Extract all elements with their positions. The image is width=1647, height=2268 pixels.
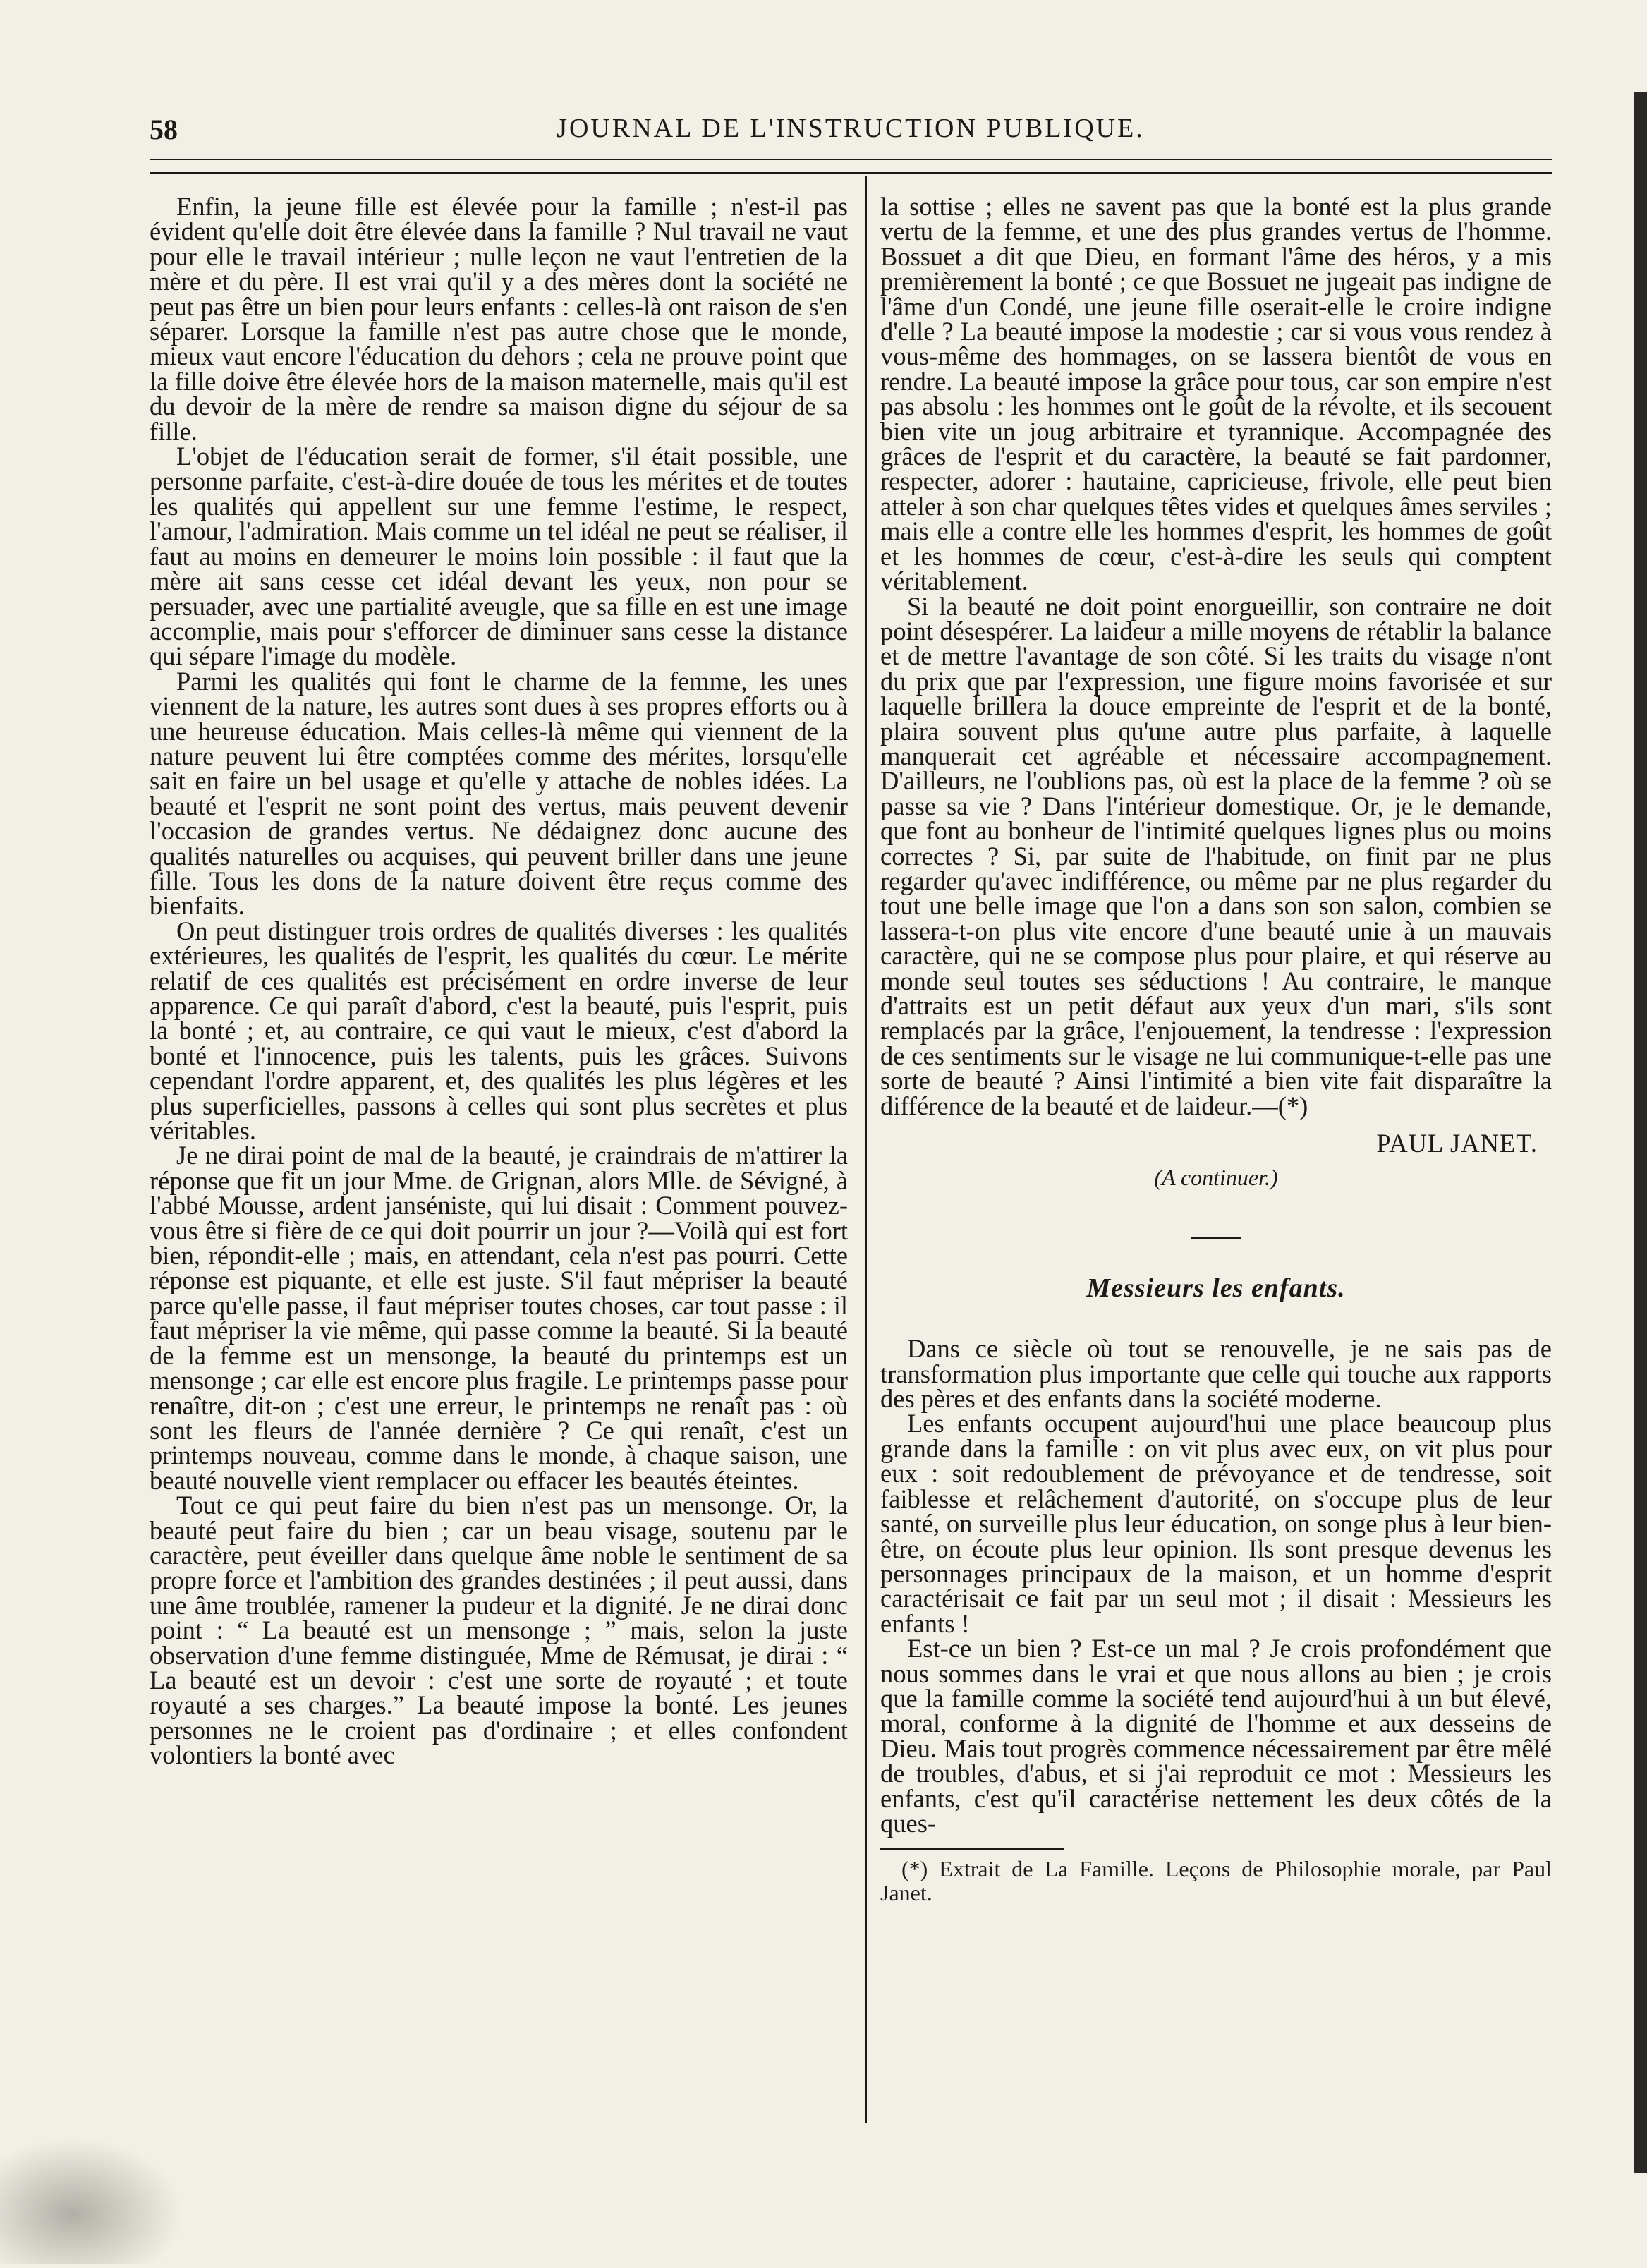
- paragraph: L'objet de l'éducation serait de former, s'il était possible, une personne parfaite, c'est-à-dire douée de tous les mérites et de toutes les qualités qui appellent sur une femme l'estime, le respect, l'amour, l'admiration. Mais comme un tel idéal ne peut se réaliser, il faut au moins en demeurer le moins loin possible : il faut que la mère ait sans cesse cet idéal devant les yeux, non pour se persuader, avec une partialité aveugle, que sa fille en est une image accomplie, mais pour s'efforcer de diminuer sans cesse la distance qui sépare l'image du modèle.: [150, 442, 848, 671]
- paragraph: Enfin, la jeune fille est élevée pour la famille ; n'est-il pas évident qu'elle doit être élevée dans la famille ? Nul travail ne vaut pour elle le travail intérieur ; nulle leçon ne vaut l'entretien de la mère et du père. Il est vrai qu'il y a des mères dont la société ne peut pas être un bien pour leurs enfants : celles-là ont raison de s'en séparer. Lorsque la famille n'est pas autre chose que le monde, mieux vaut encore l'éducation du dehors ; cela ne prouve point que la fille doive être élevée hors de la maison maternelle, mais qu'il est du devoir de la mère de rendre sa maison digne du séjour de sa fille.: [150, 192, 848, 446]
- paragraph: On peut distinguer trois ordres de qualités diverses : les qualités extérieures, les qualités de l'esprit, les qualités du cœur. Le mérite relatif de ces qualités est précisément en ordre inverse de leur apparence. Ce qui paraît d'abord, c'est la beauté, puis l'esprit, puis la bonté ; et, au contraire, ce qui vaut le mieux, c'est d'abord la bonté et l'innocence, puis les talents, puis les grâces. Suivons cependant l'ordre apparent, et, des qualités les plus légères et les plus superficielles, passons à celles qui sont plus secrètes et plus véritables.: [150, 916, 848, 1146]
- author-signature: PAUL JANET.: [1376, 1129, 1538, 1158]
- paragraph: Dans ce siècle où tout se renouvelle, je ne sais pas de transformation plus importante que celle qui touche aux rapports des pères et des enfants dans la société moderne.: [880, 1334, 1552, 1414]
- column-divider: [865, 176, 867, 2123]
- header-rule: [150, 159, 1552, 174]
- continuation-note: (A continuer.): [1154, 1165, 1278, 1191]
- paragraph: Tout ce qui peut faire du bien n'est pas un mensonge. Or, la beauté peut faire du bien ; car un beau visage, soutenu par le caractère, peut éveiller dans quelque âme noble le sentiment de sa propre force et l'ambition des grandes destinées ; il peut aussi, dans une âme troublée, ramener la pudeur et la dignité. Je ne dirai donc point : “ La beauté est un mensonge ; ” mais, selon la juste observation d'une femme distinguée, Mme de Rémusat, je dirai : “ La beauté est un devoir : c'est une sorte de royauté ; et toute royauté a ses charges.” La beauté impose la bonté. Les jeunes personnes ne le croient pas d'ordinaire ; et elles confondent volontiers la bonté avec: [150, 1491, 848, 1770]
- page-number: 58: [150, 114, 178, 145]
- paragraph: Les enfants occupent aujourd'hui une place beaucoup plus grande dans la famille : on vit plus avec eux, on vit plus pour eux : soit redoublement de prévoyance et de tendresse, soit faiblesse et relâchement d'autorité, on s'occupe plus de leur santé, on surveille plus leur éducation, on songe plus à leur bien-être, on écoute plus leur opinion. Ils sont presque devenus les personnages principaux de la maison, et un homme d'esprit caractérisait ce fait par un seul mot ; il disait : Messieurs les enfants !: [880, 1409, 1552, 1638]
- page-edge-mark: [1634, 92, 1647, 2173]
- paper-damage-smudge: [0, 2137, 183, 2264]
- paragraph-continued: la sottise ; elles ne savent pas que la bonté est la plus grande vertu de la femme, et une des plus grandes vertus de l'homme. Bossuet a dit que Dieu, en formant l'âme des héros, y a mis premièrement la bonté ; ce que Bossuet ne jugeait pas indigne de l'âme d'un Condé, une jeune fille oserait-elle le croire indigne d'elle ? La beauté impose la modestie ; car si vous vous rendez à vous-même des hommages, on se lassera bientôt de vous en rendre. La beauté impose la grâce pour tous, car son empire n'est pas absolu : les hommes ont le goût de la révolte, et ils secouent bien vite un joug arbitraire et tyrannique. Accompagnée des grâces de l'esprit et du caractère, la beauté se fait pardonner, respecter, adorer : hautaine, capricieuse, frivole, elle peut bien atteler à son char quelques têtes vides et quelques âmes serviles ; mais elle a contre elle les hommes d'esprit, les hommes de goût et les hommes de cœur, c'est-à-dire les seuls qui comptent véritablement.: [880, 192, 1552, 596]
- running-title: JOURNAL DE L'INSTRUCTION PUBLIQUE.: [557, 114, 1145, 143]
- page-header: [150, 113, 1552, 148]
- paragraph: Si la beauté ne doit point enorgueillir, son contraire ne doit point désespérer. La laideur a mille moyens de rétablir la balance et de mettre l'avantage de son côté. Si les traits du visage n'ont du prix que par l'expression, une figure moins favorisée et sur laquelle brillera la douce empreinte de l'esprit et de la bonté, plaira souvent plus qu'une autre plus parfaite, à laquelle manquerait cet agréable et nécessaire accompagnement. D'ailleurs, ne l'oublions pas, où est la place de la femme ? où se passe sa vie ? Dans l'intérieur domestique. Or, je le demande, que font au bonheur de l'intimité quelques lignes plus ou moins correctes ? Si, par suite de l'habitude, on finit par ne plus regarder qu'avec indifférence, ou même par ne plus regarder du tout une belle image que l'on a dans son son salon, combien se lassera-t-on plus vite encore d'une beauté unie à un mauvais caractère, qui ne se compose plus pour plaire, et qui réserve au monde seul toutes ses séductions ! Au contraire, le manque d'attraits est un petit défaut aux yeux d'un mari, s'ils sont remplacés par la grâce, l'enjouement, la tendresse : l'expression de ces sentiments sur le visage ne lui communique-t-elle pas une sorte de beauté ? Ainsi l'intimité a bien vite fait disparaître la différence de la beauté et de laideur.—(*): [880, 591, 1552, 1120]
- footnote-rule: [880, 1848, 1064, 1850]
- section-separator: [1191, 1237, 1241, 1239]
- right-column: [880, 194, 1552, 1905]
- section-title: Messieurs les enfants.: [1086, 1273, 1346, 1303]
- paragraph: Je ne dirai point de mal de la beauté, je craindrais de m'attirer la réponse que fit un jour Mme. de Grignan, alors Mlle. de Sévigné, à l'abbé Mousse, ardent janséniste, qui lui disait : Comment pouvez-vous être si fière de ce qui doit pourrir un jour ?—Voilà qui est fort bien, répondit-elle ; mais, en attendant, cela n'est pas pourri. Cette réponse est piquante, et elle est juste. S'il faut mépriser la beauté parce qu'elle passe, il faut mépriser toutes choses, car tout passe : il faut mépriser la vie même, qui passe comme la beauté. Si la beauté de la femme est un mensonge, la beauté du printemps est un mensonge ; car elle est encore plus fragile. Le printemps passe pour renaître, dit-on ; c'est une erreur, le printemps ne renaît pas : où sont les fleurs de l'année dernière ? Ce qui renaît, c'est un printemps nouveau, comme dans le monde, à chaque saison, une beauté nouvelle vient remplacer ou effacer les beautés éteintes.: [150, 1141, 848, 1495]
- footnote: (*) Extrait de La Famille. Leçons de Philosophie morale, par Paul Janet.: [880, 1856, 1552, 1906]
- paragraph: Est-ce un bien ? Est-ce un mal ? Je crois profondément que nous sommes dans le vrai et que nous allons au bien ; je crois que la famille comme la société tend aujourd'hui à un but élevé, moral, conforme à la dignité de l'homme et aux desseins de Dieu. Mais tout progrès commence nécessairement par être mêlé de troubles, d'abus, et si j'ai reproduit ce mot : Messieurs les enfants, c'est qu'il caractérise nettement les deux côtés de la ques-: [880, 1634, 1552, 1838]
- paragraph: Parmi les qualités qui font le charme de la femme, les unes viennent de la nature, les autres sont dues à ses propres efforts ou à une heureuse éducation. Mais celles-là même qui viennent de la nature peuvent lui être comptées comme des mérites, lorsqu'elle sait en faire un bel usage et qu'elle y attache de nobles idées. La beauté et l'esprit ne sont point des vertus, mais peuvent devenir l'occasion de grandes vertus. Ne dédaignez donc aucune des qualités naturelles ou acquises, qui peuvent briller dans une jeune fille. Tous les dons de la nature doivent être reçus comme des bienfaits.: [150, 666, 848, 921]
- left-column: [150, 194, 848, 1768]
